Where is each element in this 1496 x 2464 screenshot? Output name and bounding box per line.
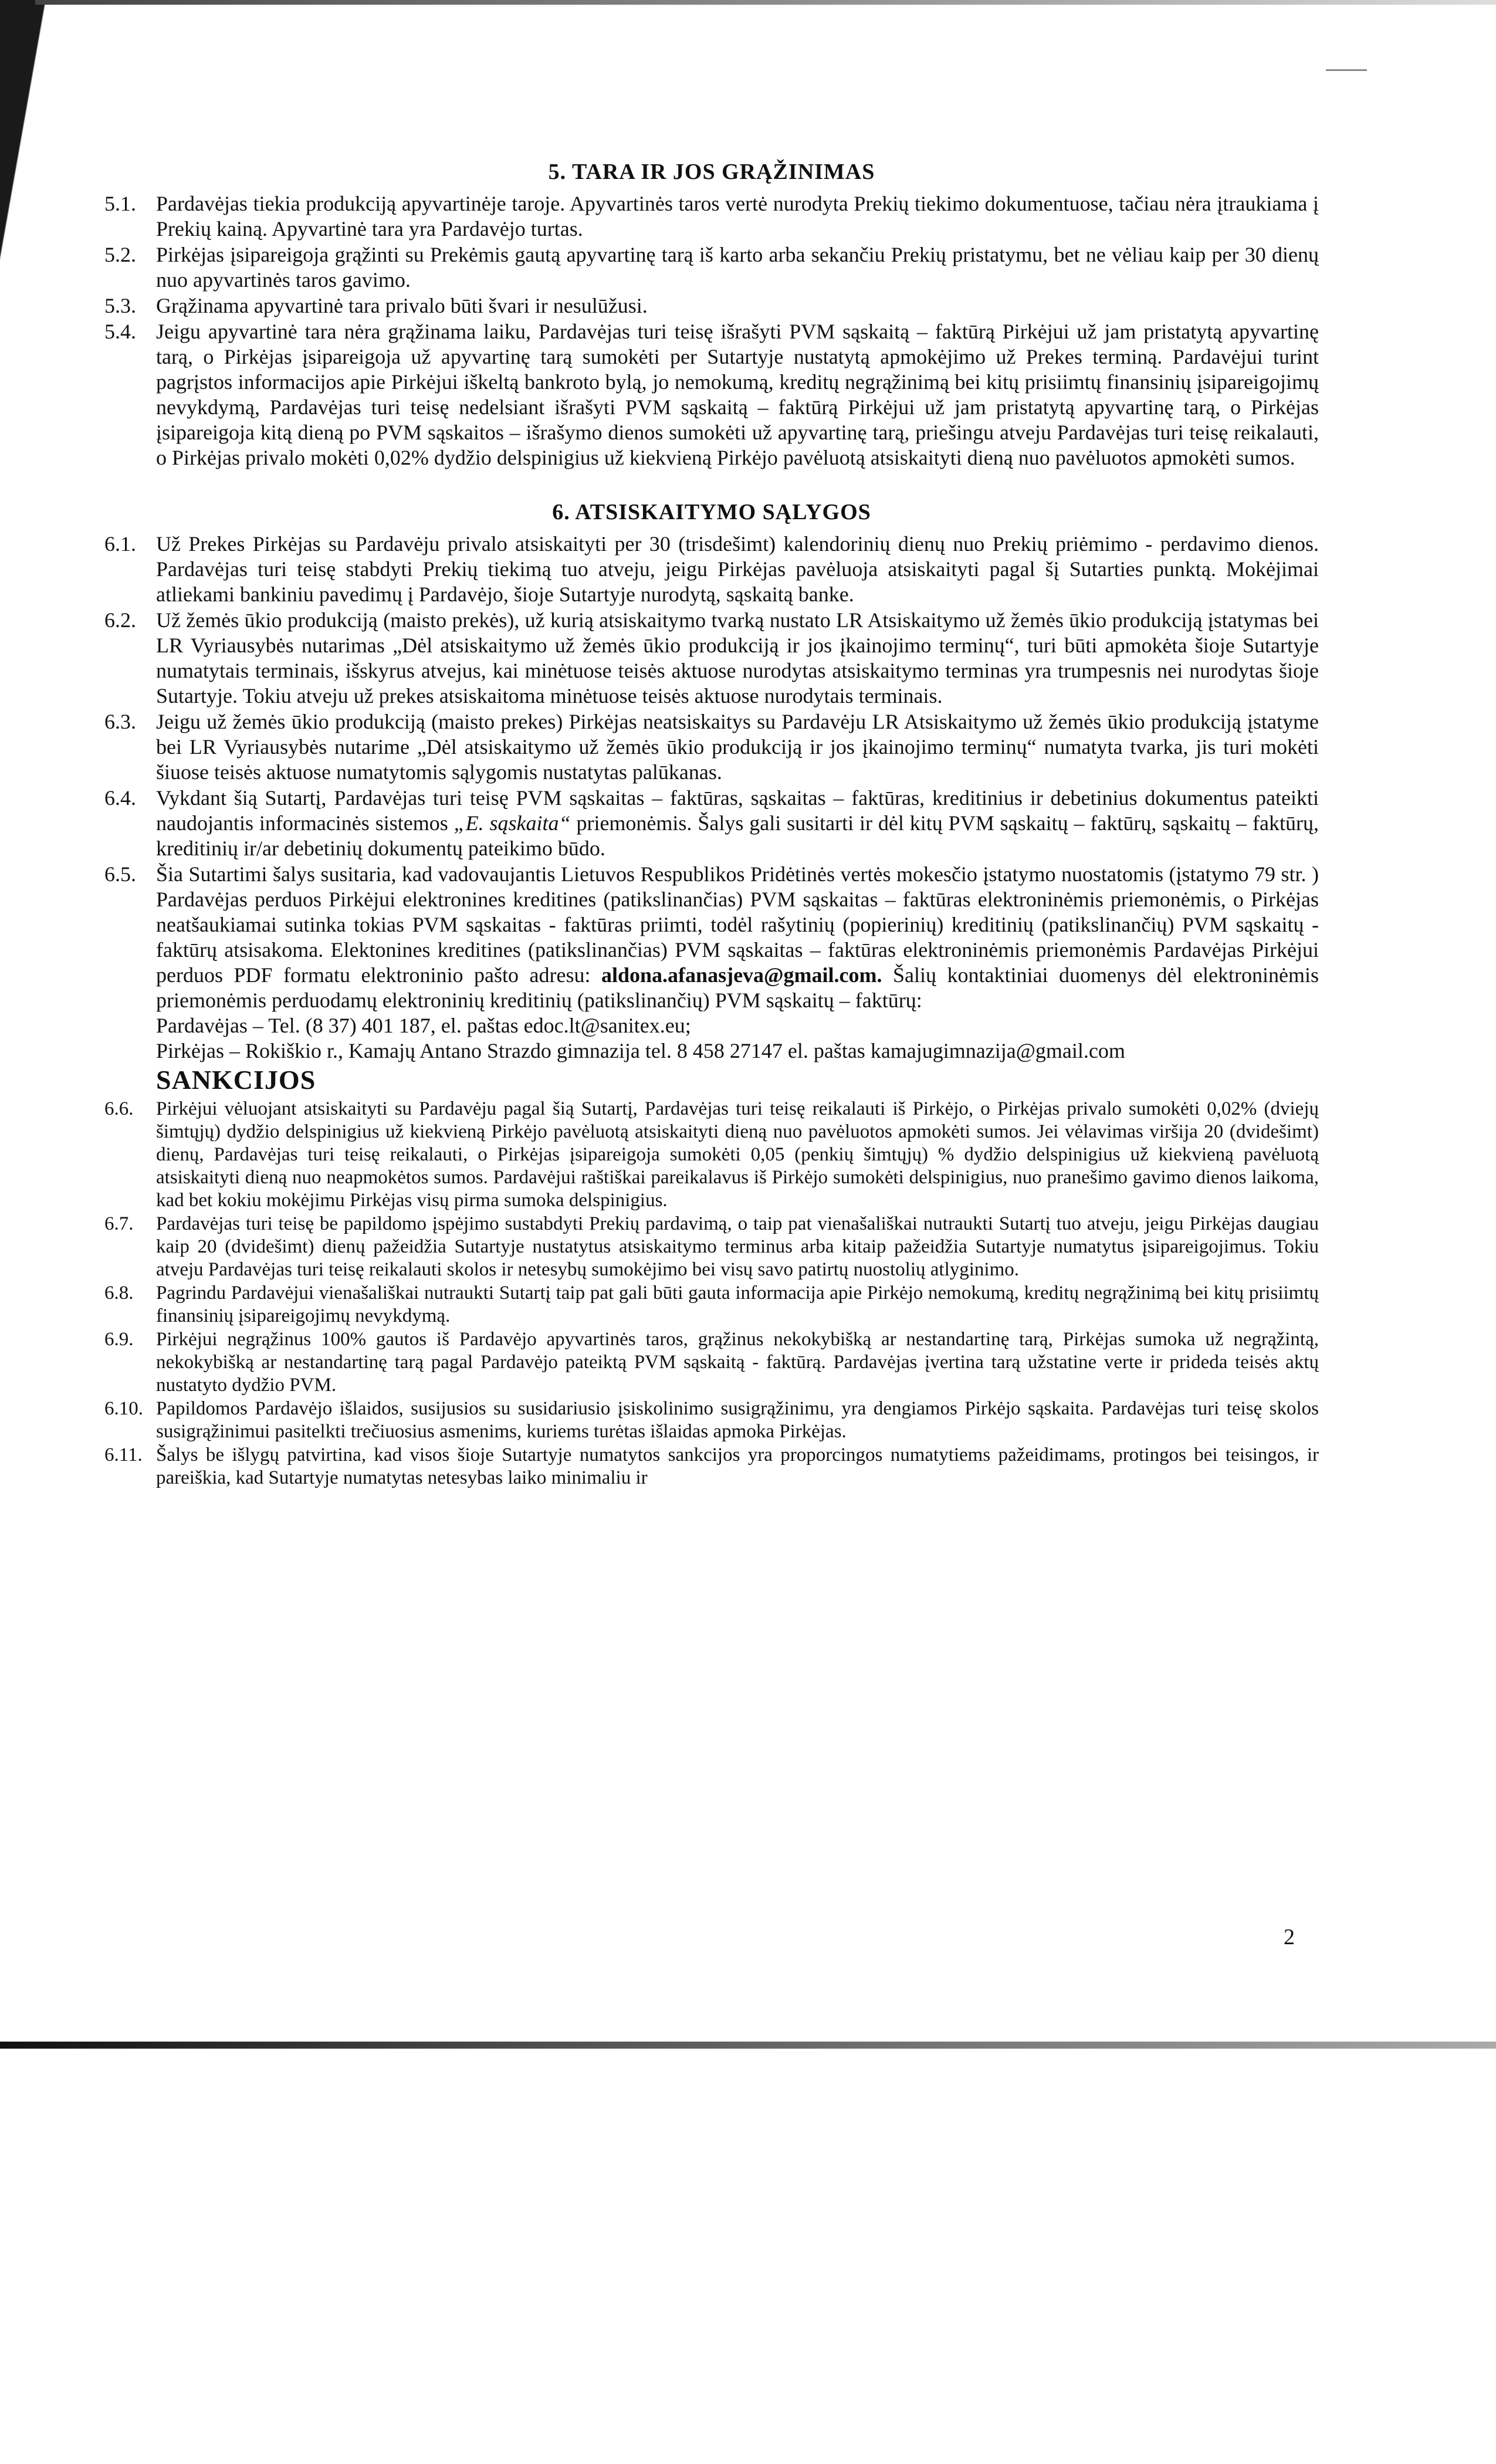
clause-text: Pardavėjas turi teisę be papildomo įspėjimo sustabdyti Prekių pardavimą, o taip pat vienašališkai nutraukti Sutartį tuo atveju, jeigu Pirkėjas daugiau kaip 20 (dvidešimt) dienų pažeidžia Sutartyje nustatytus atsiskaitymo terminus arba kitaip pažeidžia Sutartyje numatytus įsipareigojimus. Tokiu atveju Pardavėjas turi teisę reikalauti skolos ir netesybų sumokėjimo bei visų savo patirtų nuostolių atlyginimo.: [156, 1213, 1319, 1280]
clause-6-1: [104, 532, 1319, 607]
clause-6-11: [104, 1444, 1319, 1490]
section-6-title: 6. ATSISKAITYMO SĄLYGOS: [552, 500, 871, 524]
clause-text: Pirkėjui negrąžinus 100% gautos iš Pardavėjo apyvartinės taros, grąžinus nekokybišką ar nestandartinę tarą, Pirkėjas sumoka už negrąžintą, nekokybišką ar nestandartinę tarą pagal Pardavėjo pateiktą PVM sąskaitą - faktūrą. Pardavėjas įvertina tarą užstatine verte ir prideda teisės aktų nustatyto dydžio PVM.: [156, 1329, 1319, 1396]
clause-number: 6.7.: [104, 1213, 134, 1234]
clause-6-6: [104, 1098, 1319, 1212]
clause-text-part: Šalių kontaktiniai duomenys dėl elektroninėmis priemonėmis perduodamų elektroninių kreditinių (patikslinančių) PVM sąskaitų – faktūrų:: [156, 963, 1319, 1012]
clause-6-8: [104, 1282, 1319, 1328]
clause-text: Už žemės ūkio produkciją (maisto prekės), už kurią atsiskaitymo tvarką nustato LR Atsiskaitymo už žemės ūkio produkciją įstatymas bei LR Vyriausybės nutarimas „Dėl atsiskaitymo už žemės ūkio produkciją ir jos įkainojimo terminų“, turi būti apmokėta šioje Sutartyje numatytais terminais, išskyrus atvejus, kai minėtuose teisės aktuose nurodytas atsiskaitymo terminas yra trumpesnis nei nurodytas šioje Sutartyje. Tokiu atveju už prekes atsiskaitoma minėtuose teisės aktuose nurodytais terminais.: [156, 608, 1319, 708]
clause-6-2: [104, 608, 1319, 709]
clause-text: Už Prekes Pirkėjas su Pardavėju privalo atsiskaityti per 30 (trisdešimt) kalendorinių dienų nuo Prekių priėmimo - perdavimo dienos. Pardavėjas turi teisę stabdyti Prekių tiekimą tuo atveju, jeigu Pirkėjas pavėluoja atsiskaityti pagal šį Sutarties punktą. Mokėjimai atliekami bankiniu pavedimų į Pardavėjo, šioje Sutartyje nurodytą, sąskaitą banke.: [156, 532, 1319, 606]
clause-number: 5.2.: [104, 243, 136, 266]
scan-mark: [1326, 69, 1367, 71]
clause-6-9: [104, 1328, 1319, 1397]
clause-text-part: Vykdant šią Sutartį, Pardavėjas turi teisę PVM sąskaitas – faktūras, sąskaitas – faktūras, kreditinius ir debetinius dokumentus pateikti naudojantis informacinės sistemos: [156, 786, 1319, 835]
buyer-contact: Pirkėjas – Rokiškio r., Kamajų Antano Strazdo gimnazija tel. 8 458 27147 el. paštas kamajugimnazija@gmail.com: [156, 1039, 1125, 1062]
clause-text: Jeigu apyvartinė tara nėra grąžinama laiku, Pardavėjas turi teisę išrašyti PVM sąskaitą – faktūrą Pirkėjui už jam pristatytą apyvartinę tarą, o Pirkėjas įsipareigoja už apyvartinę tarą sumokėti per Sutartyje nustatytą apmokėjimo už Prekes terminą. Pardavėjui turint pagrįstos informacijos apie Pirkėjui iškeltą bankroto bylą, jo nemokumą, kreditų negrąžinimą bei kitų prisiimtų finansinių įsipareigojimų nevykdymą, Pardavėjas turi teisę nedelsiant išrašyti PVM sąskaitą – faktūrą Pirkėjui už jam pristatytą apyvartinę tarą, o Pirkėjas įsipareigoja kitą dieną po PVM sąskaitos – išrašymo dienos sumokėti už apyvartinę tarą, priešingu atveju Pardavėjas turi teisę reikalauti, o Pirkėjas privalo mokėti 0,02% dydžio delspinigius už kiekvieną Pirkėjo pavėluotą atsiskaityti dieną nuo pavėluotos apmokėti sumos.: [156, 320, 1319, 469]
clause-number: 6.10.: [104, 1398, 143, 1419]
clause-6-7: [104, 1213, 1319, 1281]
clause-number: 5.4.: [104, 320, 136, 343]
clause-5-2: [104, 242, 1319, 293]
section-5-clauses: [104, 191, 1319, 471]
clause-number: 6.4.: [104, 786, 136, 810]
clause-text: Pirkėjas įsipareigoja grąžinti su Prekėmis gautą apyvartinę tarą iš karto arba sekančiu Prekių pristatymu, bet ne vėliau kaip per 30 dienų nuo apyvartinės taros gavimo.: [156, 243, 1319, 292]
e-invoice-system-name: „E. sąskaita“: [453, 811, 571, 835]
clause-text: Pardavėjas tiekia produkciją apyvartinėje taroje. Apyvartinės taros vertė nurodyta Prekių tiekimo dokumentuose, tačiau nėra įtraukiama į Prekių kainą. Apyvartinė tara yra Pardavėjo turtas.: [156, 192, 1319, 241]
section-5-title: 5. TARA IR JOS GRĄŽINIMAS: [548, 160, 875, 184]
clause-5-3: [104, 293, 1319, 319]
clause-text-part: priemonėmis. Šalys gali susitarti ir dėl kitų PVM sąskaitų – faktūrų, sąskaitų – faktūrų, kreditinių ir/ar debetinių dokumentų pateikimo būdo.: [156, 811, 1319, 860]
clause-number: 6.9.: [104, 1329, 134, 1350]
scan-shadow-left: [0, 0, 70, 329]
clause-text: [156, 786, 1319, 861]
seller-contact: Pardavėjas – Tel. (8 37) 401 187, el. paštas edoc.lt@sanitex.eu;: [156, 1014, 691, 1037]
sanctions-clauses: [104, 1098, 1319, 1490]
scan-shadow-bottom: [0, 2042, 1496, 2049]
clause-number: 6.8.: [104, 1282, 134, 1304]
clause-6-3: [104, 709, 1319, 785]
clause-number: 5.1.: [104, 192, 136, 215]
clause-text: Pagrindu Pardavėjui vienašališkai nutraukti Sutartį taip pat gali būti gauta informacija apie Pirkėjo nemokumą, kreditų negrąžinimą bei kitų prisiimtų finansinių įsipareigojimų nevykdymą.: [156, 1282, 1319, 1326]
page-number: 2: [1284, 1925, 1295, 1949]
scan-shadow-top: [35, 0, 1496, 5]
email-address: aldona.afanasjeva@gmail.com.: [601, 963, 882, 987]
clause-text: Pirkėjui vėluojant atsiskaityti su Pardavėju pagal šią Sutartį, Pardavėjas turi teisę reikalauti iš Pirkėjo, o Pirkėjas privalo sumokėti 0,02% (dviejų šimtųjų) dydžio delspinigius už kiekvieną Pirkėjo pavėluotą atsiskaityti dieną nuo pavėluotos apmokėti sumos. Jei vėlavimas viršija 20 (dvidešimt) dienų, Pardavėjas turi teisę reikalauti, o Pirkėjas įsipareigoja sumokėti 0,05 (penkių šimtųjų) % dydžio delspinigius už kiekvieną pavėluotą atsiskaityti dieną nuo neapmokėtos sumos. Pardavėjui raštiškai pareikalavus iš Pirkėjo sumokėti delspinigius, nuo pranešimo gavimo dienos laikoma, kad bet kokiu mokėjimu Pirkėjas visų pirma sumoka delspinigius.: [156, 1098, 1319, 1211]
clause-5-1: [104, 191, 1319, 242]
clause-text-part: Šia Sutartimi šalys susitaria, kad vadovaujantis Lietuvos Respublikos Pridėtinės vertės mokesčio įstatymo nuostatomis (įstatymo 79 str. ) Pardavėjas perduos Pirkėjui elektronines kreditines (patikslinančias) PVM sąskaitas – faktūras elektroninėmis priemonėmis, o Pirkėjas neatšaukiamai sutinka tokias PVM sąskaitas - faktūras priimti, todėl rašytinių (popierinių) kreditinių (patikslinančių) PVM sąskaitų - faktūrų atsisakoma. Elektonines kreditines (patikslinančias) PVM sąskaitas – faktūras elektroninėmis priemonėmis Pardavėjas Pirkėjui perduos PDF formatu elektroninio pašto adresu:: [156, 862, 1319, 987]
clause-number: 6.5.: [104, 862, 136, 886]
clause-text: Papildomos Pardavėjo išlaidos, susijusios su susidariusio įsiskolinimo susigrąžinimu, yra dengiamos Pirkėjo sąskaita. Pardavėjas turi teisę skolos susigrąžinimui pasitelkti trečiuosius asmenims, kuriems turėtas išlaidas apmoka Pirkėjas.: [156, 1398, 1319, 1442]
clause-text: Šalys be išlygų patvirtina, kad visos šioje Sutartyje numatytos sankcijos yra proporcingos numatytiems pažeidimams, protingos bei teisingos, ir pareiškia, kad Sutartyje numatytas netesybas laiko minimaliu ir: [156, 1444, 1319, 1488]
clause-5-4: [104, 319, 1319, 471]
clause-text: Grąžinama apyvartinė tara privalo būti švari ir nesulūžusi.: [156, 294, 648, 317]
clause-number: 6.2.: [104, 608, 136, 632]
clause-6-10: [104, 1397, 1319, 1443]
sanctions-title: SANKCIJOS: [156, 1065, 316, 1095]
clause-number: 6.3.: [104, 710, 136, 733]
clause-number: 6.1.: [104, 532, 136, 556]
document-page: [104, 158, 1319, 1490]
clause-number: 6.6.: [104, 1098, 134, 1119]
section-6-clauses: [104, 532, 1319, 1064]
clause-number: 5.3.: [104, 294, 136, 317]
clause-text: Jeigu už žemės ūkio produkciją (maisto prekes) Pirkėjas neatsiskaitys su Pardavėju LR Atsiskaitymo už žemės ūkio produkciją įstatyme bei LR Vyriausybės nutarime „Dėl atsiskaitymo už žemės ūkio produkciją ir jos įkainojimo terminų“ numatyta tvarka, jis turi mokėti šiuose teisės aktuose numatytomis sąlygomis nustatytas palūkanas.: [156, 710, 1319, 784]
clause-6-5: [104, 862, 1319, 1064]
clause-text: [156, 862, 1319, 1064]
clause-number: 6.11.: [104, 1444, 143, 1465]
clause-6-4: [104, 786, 1319, 861]
